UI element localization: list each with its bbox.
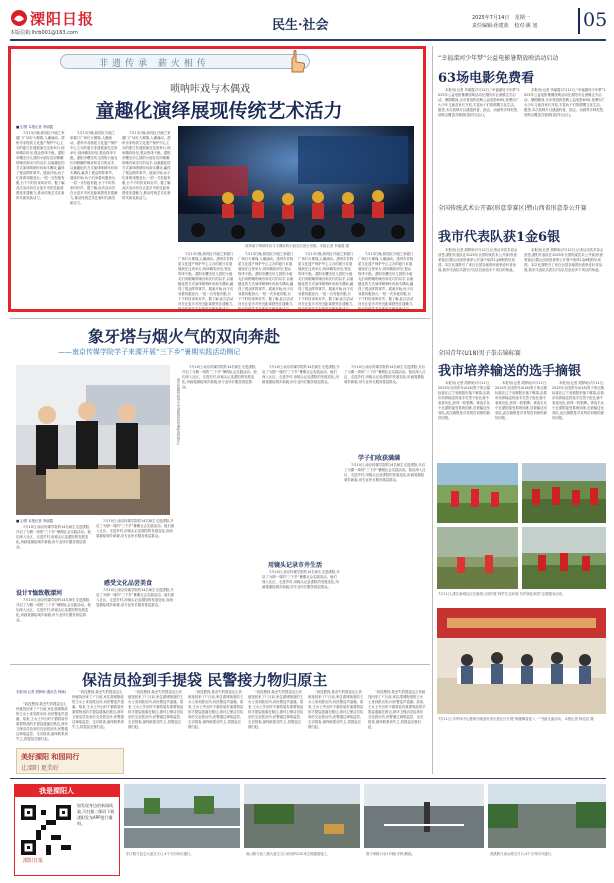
ivory-byline: ■文/图 本报记者 李丽霞	[16, 519, 54, 523]
road-photo-4	[488, 784, 606, 848]
lead-body-text: 7月13日晚,和园区开阔之家端门广场灯火璀璨,人潮涌动。溧州市非物质文化遗产保护中心主办的夏日非遗展演在这里举行,现场精彩纷呈,观众络绎不绝。溧阳市曙光幼儿园的小朋友们用稚嫩的嗓音和灵巧的双手,以童趣化的方式演绎唢呐咔戏和木偶戏,赢得了观众阵阵掌声。展演开始,孩子们身着戏服登台,一招一式有板有眼,台下不时传来叫好声。据了解,此次活动旨在让更多市民近距离感受非遗魅力,推动传统艺术在新时代焕发新活力。	[122, 131, 172, 200]
lead-body-col7	[358, 252, 414, 311]
ivory-body-text: 7月10日,南京传媒学院的14名师生走进溧阳,开启了为期一周的“三下乡”暑期社会实践活动。他们深入社区、走进乡村,用镜头记录溧阳的发展变化,用画笔描绘城乡新貌,用专业所长服务基层群众。	[182, 365, 257, 389]
bottom-body-text: “真没想到,我丢失的提袋这么快就找回来了!”日前,家住溧城街道的王女士来到派出所,向民警连声道谢。原来,王女士外出时不慎将装有重要物品的手提袋遗落在路边,被环卫保洁员捡到后交至派出所,民警通过调取监控、走访排查,最终联系到失主,将提袋完璧归赵。	[188, 690, 244, 729]
youth-body-col1	[438, 381, 492, 459]
lead-byline: ■文/图 本报记者 李丽霞	[16, 125, 54, 129]
section-title: 民生·社会	[272, 18, 329, 33]
road-photo-3	[364, 784, 484, 848]
ivory-body-col3	[182, 365, 258, 660]
bottom-body-text: “真没想到,我丢失的提袋这么快就找回来了!”日前,家住溧城街道的王女士来到派出所,向民警连声道谢。原来,王女士外出时不慎将装有重要物品的手提袋遗落在路边,被环卫保洁员捡到后交至派出所,民警通过调取监控、走访排查,最终联系到失主,将提袋完璧归赵。	[248, 690, 304, 729]
youth-body-text: 本报讯(记者 胡梦雨)7月11日,2025年全国青年(U18)男子拳击锦标赛在辽宁省朝阳市落下帷幕,由我市培养输送的选手在男子组比赛中表现出色,获得一枚银牌。该选手从小在溧阳接受系统训练,后被输送至省队,此次摘银是对其刻苦训练的最好回报。	[495, 381, 548, 420]
bottom-byline: 本报讯(记者 胡梦雨 通讯员 钟晓)	[16, 690, 66, 694]
road-caption-1: 东江路与昆仑大道交叉口,4个方向均可通行。	[126, 852, 194, 856]
masthead-rule	[10, 39, 606, 41]
lead-body-col6	[298, 252, 354, 311]
qr-promo-text: 如发现身边的新闻线索,可扫描二维码下载溧阳发布APP进行爆料。	[77, 803, 115, 826]
ivory-body-text: 7月10日,南京传媒学院的14名师生走进溧阳,开启了为期一周的“三下乡”暑期社会实践活动。他们深入社区、走进乡村,用镜头记录溧阳的发展变化,用画笔描绘城乡新貌,用专业所长服务基层群众。	[16, 598, 91, 622]
swim-body-col1	[438, 248, 520, 334]
bottom-body-text: “真没想到,我丢失的提袋这么快就找回来了!”日前,家住溧城街道的王女士来到派出所,向民警连声道谢。原来,王女士外出时不慎将装有重要物品的手提袋遗落在路边,被环卫保洁员捡到后交至派出所,民警通过调取监控、走访排查,最终联系到失主,将提袋完璧归赵。	[308, 690, 364, 729]
bottom-headline: 保洁员捡到手提袋 民警接力物归原主	[82, 671, 328, 689]
movie-body-text: 本报讯(记者 李丽霞)7月12日,“幸福溧河少年梦”2025年公益电影暑期放映活动在溧阳市社渚镇正式启动。暑期期间,全市将组织放映公益电影63场,免费向广大少年儿童及家长开放,丰富孩子们的假期文化生活。据悉,本次放映片目涵盖科普、励志、动画等多种类型,放映点覆盖各镇(街道)村(社区)。	[438, 88, 520, 117]
ivory-body-col2	[96, 519, 176, 574]
ivory-body-col1	[16, 525, 92, 585]
ivory-body-text: 7月10日,南京传媒学院的14名师生走进溧阳,开启了为期一周的“三下乡”暑期社会实践活动。他们深入社区、走进乡村,用镜头记录溧阳的发展变化,用画笔描绘城乡新貌,用专业所长服务基层群众。	[262, 365, 340, 384]
ivory-photo-caption: 南京传媒学院学生与溧阳居民交流(资料图片)	[176, 378, 180, 446]
lead-stage-photo	[178, 126, 414, 242]
ivory-subtitle-4: 学子们收获满满	[358, 455, 401, 462]
calligraphy-photo	[437, 608, 606, 714]
issue-weekday: 星期一	[514, 15, 530, 21]
swim-body-text: 本报讯(记者 胡梦雨)7月12日,记者从市武术协会获悉,溧阳代表队在2025年全国传统武术公开赛(形意拳赛区)暨山西省形意拳公开赛中取得1金6银的好成绩。本次比赛吸引了来自全国各地的形意拳爱好者参赛,我市代表队共派出7名队员参加多个项目的角逐。	[524, 248, 604, 272]
road-photo-1	[124, 784, 240, 848]
lead-body-col2	[70, 131, 118, 303]
bottom-body-text: “真没想到,我丢失的提袋这么快就找回来了!”日前,家住溧城街道的王女士来到派出所,向民警连声道谢。原来,王女士外出时不慎将装有重要物品的手提袋遗落在路边,被环卫保洁员捡到后交至派出所,民警通过调取监控、走访排查,最终联系到失主,将提袋完璧归赵。	[128, 690, 184, 729]
lead-body-text: 7月13日晚,和园区开阔之家端门广场灯火璀璨,人潮涌动。溧州市非物质文化遗产保护中心主办的夏日非遗展演在这里举行,现场精彩纷呈,观众络绎不绝。溧阳市曙光幼儿园的小朋友们用稚嫩的嗓音和灵巧的双手,以童趣化的方式演绎唢呐咔戏和木偶戏,赢得了观众阵阵掌声。展演开始,孩子们身着戏服登台,一招一式有板有眼,台下不时传来叫好声。据了解,此次活动旨在让更多市民近距离感受非遗魅力,推动传统艺术在新时代焕发新活力。	[178, 252, 234, 311]
bottom-body-text: “真没想到,我丢失的提袋这么快就找回来了!”日前,家住溧城街道的王女士来到派出所,向民警连声道谢。原来,王女士外出时不慎将装有重要物品的手提袋遗落在路边,被环卫保洁员捡到后交至派出所,民警通过调取监控、走访排查,最终联系到失主,将提袋完璧归赵。	[72, 690, 124, 729]
bottom-body-col1	[16, 702, 68, 744]
page-number: 05	[583, 9, 608, 31]
ivory-photo	[16, 365, 170, 515]
lead-body-text: 7月13日晚,和园区开阔之家端门广场灯火璀璨,人潮涌动。溧州市非物质文化遗产保护中心主办的夏日非遗展演在这里举行,现场精彩纷呈,观众络绎不绝。溧阳市曙光幼儿园的小朋友们用稚嫩的嗓音和灵巧的双手,以童趣化的方式演绎唢呐咔戏和木偶戏,赢得了观众阵阵掌声。展演开始,孩子们身着戏服登台,一招一式有板有眼,台下不时传来叫好声。据了解,此次活动旨在让更多市民近距离感受非遗魅力,推动传统艺术在新时代焕发新活力。	[16, 131, 66, 200]
proofread-credit: 校对:姚 旭	[514, 23, 538, 29]
lead-headline: 童趣化演绎展现传统艺术活力	[95, 100, 343, 122]
movie-body-text: 本报讯(记者 李丽霞)7月12日,“幸福溧河少年梦”2025年公益电影暑期放映活动在溧阳市社渚镇正式启动。暑期期间,全市将组织放映公益电影63场,免费向广大少年儿童及家长开放,丰富孩子们的假期文化生活。据悉,本次放映片目涵盖科普、励志、动画等多种类型,放映点覆盖各镇(街道)村(社区)。	[524, 88, 606, 117]
lead-body-col1	[16, 131, 66, 303]
youth-headline: 我市培养输送的选手摘银	[438, 364, 582, 379]
ivory-body-col5b	[344, 463, 426, 660]
lead-kicker: 唢呐咔戏与木偶戏	[170, 84, 250, 95]
movie-body-col2	[524, 88, 606, 202]
qr-promo-title: 我是溧阳人	[39, 787, 74, 795]
ivory-body-col5	[344, 365, 426, 450]
bottom-body-col6	[308, 690, 364, 774]
logo-text: 溧阳日报	[30, 10, 95, 28]
mailbox-text: 本版信箱:lhrb001@163.com	[10, 30, 78, 36]
bottom-body-col7	[368, 690, 426, 774]
ad-banner	[16, 748, 124, 774]
ivory-subtitle-2: 感受文化品尝美食	[104, 580, 153, 587]
ivory-body-text: 7月10日,南京传媒学院的14名师生走进溧阳,开启了为期一周的“三下乡”暑期社会实践活动。他们深入社区、走进乡村,用镜头记录溧阳的发展变化,用画笔描绘城乡新貌,用专业所长服务基层群众。	[344, 365, 426, 384]
ivory-body-text: 7月10日,南京传媒学院的14名师生走进溧阳,开启了为期一周的“三下乡”暑期社会实践活动。他们深入社区、走进乡村,用镜头记录溧阳的发展变化,用画笔描绘城乡新貌,用专业所长服务基层群众。	[16, 525, 91, 549]
ad-tagline: 让溧阳 更美好	[21, 765, 59, 772]
lead-body-text: 7月13日晚,和园区开阔之家端门广场灯火璀璨,人潮涌动。溧州市非物质文化遗产保护中心主办的夏日非遗展演在这里举行,现场精彩纷呈,观众络绎不绝。溧阳市曙光幼儿园的小朋友们用稚嫩的嗓音和灵巧的双手,以童趣化的方式演绎唢呐咔戏和木偶戏,赢得了观众阵阵掌声。展演开始,孩子们身着戏服登台,一招一式有板有眼,台下不时传来叫好声。据了解,此次活动旨在让更多市民近距离感受非遗魅力,推动传统艺术在新时代焕发新活力。	[70, 131, 118, 205]
lead-body-col5	[238, 252, 294, 311]
issue-date: 2025年7月14日	[472, 15, 510, 21]
youth-body-text: 本报讯(记者 胡梦雨)7月11日,2025年全国青年(U18)男子拳击锦标赛在辽宁省朝阳市落下帷幕,由我市培养输送的选手在男子组比赛中表现出色,获得一枚银牌。该选手从小在溧阳接受系统训练,后被输送至省队,此次摘银是对其刻苦训练的最好回报。	[438, 381, 491, 420]
swim-body-col2	[524, 248, 606, 334]
ivory-body-col1b	[16, 598, 92, 660]
bottom-body-col3	[128, 690, 184, 774]
lead-body-text: 7月13日晚,和园区开阔之家端门广场灯火璀璨,人潮涌动。溧州市非物质文化遗产保护中心主办的夏日非遗展演在这里举行,现场精彩纷呈,观众络绎不绝。溧阳市曙光幼儿园的小朋友们用稚嫩的嗓音和灵巧的双手,以童趣化的方式演绎唢呐咔戏和木偶戏,赢得了观众阵阵掌声。展演开始,孩子们身着戏服登台,一招一式有板有眼,台下不时传来叫好声。据了解,此次活动旨在让更多市民近距离感受非遗魅力,推动传统艺术在新时代焕发新活力。	[358, 252, 414, 311]
ivory-body-text: 7月10日,南京传媒学院的14名师生走进溧阳,开启了为期一周的“三下乡”暑期社会实践活动。他们深入社区、走进乡村,用镜头记录溧阳的发展变化,用画笔描绘城乡新貌,用专业所长服务基层群众。	[96, 519, 175, 538]
footer-rule	[10, 778, 606, 779]
youth-body-text: 本报讯(记者 胡梦雨)7月11日,2025年全国青年(U18)男子拳击锦标赛在辽宁省朝阳市落下帷幕,由我市培养输送的选手在男子组比赛中表现出色,获得一枚银牌。该选手从小在溧阳接受系统训练,后被输送至省队,此次摘银是对其刻苦训练的最好回报。	[552, 381, 605, 420]
right-column-divider	[432, 46, 433, 774]
masthead	[10, 8, 606, 38]
swim-kicker: 全国传统武术公开赛(形意拳赛区)暨山西省形意拳公开赛	[438, 205, 587, 212]
lead-photo-caption: 演绎童子唢呐咔戏与木偶戏的小朋友们登台亮相。本报记者 李丽霞 摄	[245, 244, 349, 248]
lead-banner-text: 非遗传承 薪火相传	[99, 59, 210, 69]
ivory-headline: 象牙塔与烟火气的双向奔赴	[88, 327, 281, 346]
road-caption-2: 南山路与迎三湖大道交叉口向西约120米左侧通道施工。	[246, 852, 331, 856]
ivory-body-col4	[262, 365, 340, 555]
page-number-box	[578, 8, 606, 34]
lead-body-col3	[122, 131, 172, 247]
movie-kicker: “幸福溧河少年梦”公益电影暑期放映活动启动	[438, 55, 559, 62]
ivory-body-text: 7月10日,南京传媒学院的14名师生走进溧阳,开启了为期一周的“三下乡”暑期社会实践活动。他们深入社区、走进乡村,用镜头记录溧阳的发展变化,用画笔描绘城乡新貌,用专业所长服务基层群众。	[96, 588, 175, 607]
page-info	[472, 14, 576, 34]
ivory-body-text: 7月10日,南京传媒学院的14名师生走进溧阳,开启了为期一周的“三下乡”暑期社会实践活动。他们深入社区、走进乡村,用镜头记录溧阳的发展变化,用画笔描绘城乡新貌,用专业所长服务基层群众。	[344, 463, 426, 482]
youth-body-col2	[495, 381, 549, 459]
bottom-body-col5	[248, 690, 304, 774]
editor-credit: 责任编辑:孙建蓝	[472, 23, 509, 29]
youth-body-col3	[552, 381, 606, 459]
qr-promo-header	[15, 785, 119, 797]
ad-slogan: 美好溧阳 和园同行	[21, 753, 80, 761]
pointing-hand-icon	[284, 50, 308, 74]
ivory-subtitle-1: 设计T恤致敬溧河	[16, 590, 63, 597]
ivory-body-text: 7月10日,南京传媒学院的14名师生走进溧阳,开启了为期一周的“三下乡”暑期社会实践活动。他们深入社区、走进乡村,用镜头记录溧阳的发展变化,用画笔描绘城乡新貌,用专业所长服务基层群众。	[262, 570, 340, 589]
qr-promo-box	[14, 784, 120, 876]
cleanup-photo-4	[522, 527, 606, 589]
lead-body-text: 7月13日晚,和园区开阔之家端门广场灯火璀璨,人潮涌动。溧州市非物质文化遗产保护中心主办的夏日非遗展演在这里举行,现场精彩纷呈,观众络绎不绝。溧阳市曙光幼儿园的小朋友们用稚嫩的嗓音和灵巧的双手,以童趣化的方式演绎唢呐咔戏和木偶戏,赢得了观众阵阵掌声。展演开始,孩子们身着戏服登台,一招一式有板有眼,台下不时传来叫好声。据了解,此次活动旨在让更多市民近距离感受非遗魅力,推动传统艺术在新时代焕发新活力。	[298, 252, 354, 311]
youth-kicker: 全国青年(U18)男子拳击锦标赛	[438, 350, 521, 357]
lead-body-text: 7月13日晚,和园区开阔之家端门广场灯火璀璨,人潮涌动。溧州市非物质文化遗产保护中心主办的夏日非遗展演在这里举行,现场精彩纷呈,观众络绎不绝。溧阳市曙光幼儿园的小朋友们用稚嫩的嗓音和灵巧的双手,以童趣化的方式演绎唢呐咔戏和木偶戏,赢得了观众阵阵掌声。展演开始,孩子们身着戏服登台,一招一式有板有眼,台下不时传来叫好声。据了解,此次活动旨在让更多市民近距离感受非遗魅力,推动传统艺术在新时代焕发新活力。	[238, 252, 294, 311]
qr-code-icon	[21, 805, 71, 855]
road-caption-4: 燕燕路与南山路交叉口,4个方向均可通行。	[490, 852, 555, 856]
lead-banner	[60, 54, 310, 69]
cleanup-photo-2	[522, 463, 606, 523]
cleanup-caption: 7月11日,溧江新城社区在港湾公园开展“保护生态环境 共护绿色家园”志愿服务活动。	[438, 592, 566, 596]
bottom-divider	[10, 664, 430, 665]
lead-body-col4	[178, 252, 234, 311]
bottom-body-col2	[72, 690, 124, 744]
ivory-body-col2b	[96, 588, 176, 660]
newspaper-logo	[10, 8, 96, 28]
qr-label: 溧阳日报	[23, 858, 44, 864]
road-caption-3: 燕子坝路口至1号路(平桥)路段。	[366, 852, 415, 856]
ivory-body-col4b	[262, 570, 340, 660]
road-photo-2	[244, 784, 360, 848]
cleanup-photo-3	[437, 527, 518, 589]
bottom-body-col4	[188, 690, 244, 774]
section-divider	[10, 318, 430, 319]
movie-body-col1	[438, 88, 520, 202]
ivory-subtitle-3: 用镜头记录市井生活	[268, 562, 323, 569]
swim-body-text: 本报讯(记者 胡梦雨)7月12日,记者从市武术协会获悉,溧阳代表队在2025年全国传统武术公开赛(形意拳赛区)暨山西省形意拳公开赛中取得1金6银的好成绩。本次比赛吸引了来自全国各地的形意拳爱好者参赛,我市代表队共派出7名队员参加多个项目的角逐。	[438, 248, 518, 272]
calligraphy-caption: 7月11日,市军休中心邀请书画爱好者走进社区开展“翰墨飘香迎八一”书画交流活动。本报记者 杨佳辰 摄	[438, 717, 594, 721]
swim-headline: 我市代表队获1金6银	[438, 230, 561, 245]
logo-emblem-icon	[10, 9, 28, 27]
movie-headline: 63场电影免费看	[438, 71, 535, 86]
ivory-subhead: ——南京传媒学院学子来溧开展“三下乡”暑期实践活动侧记	[58, 348, 241, 356]
bottom-body-text: “真没想到,我丢失的提袋这么快就找回来了!”日前,家住溧城街道的王女士来到派出所,向民警连声道谢。原来,王女士外出时不慎将装有重要物品的手提袋遗落在路边,被环卫保洁员捡到后交至派出所,民警通过调取监控、走访排查,最终联系到失主,将提袋完璧归赵。	[368, 690, 426, 729]
cleanup-photo-1	[437, 463, 518, 523]
bottom-body-text: “真没想到,我丢失的提袋这么快就找回来了!”日前,家住溧城街道的王女士来到派出所,向民警连声道谢。原来,王女士外出时不慎将装有重要物品的手提袋遗落在路边,被环卫保洁员捡到后交至派出所,民警通过调取监控、走访排查,最终联系到失主,将提袋完璧归赵。	[16, 702, 68, 741]
